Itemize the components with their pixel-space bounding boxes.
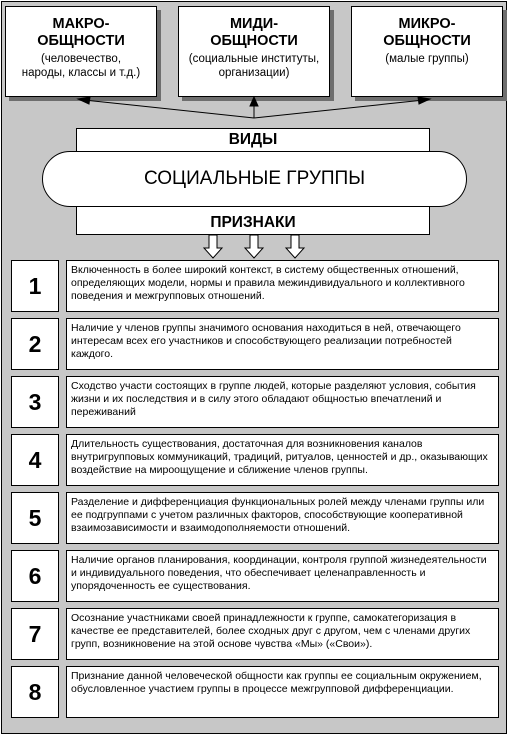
box-subtitle: народы, классы и т.д.) <box>21 66 141 79</box>
feature-row <box>11 434 499 486</box>
feature-row <box>11 550 499 602</box>
arrowhead <box>250 97 258 106</box>
feature-row <box>11 608 499 660</box>
feature-number: 5 <box>11 492 59 544</box>
feature-row <box>11 492 499 544</box>
feature-row <box>11 666 499 718</box>
down-arrow-icon <box>245 235 263 258</box>
feature-text: Осознание участниками своей принадлежности к группе, самокатегоризация в качестве ее представителей, более сходных друг с другом, чем с членами других групп, возникновение на этой основе чувства «Мы» («Свои»). <box>66 608 499 660</box>
feature-number: 8 <box>11 666 59 718</box>
down-arrow-icon <box>204 235 222 258</box>
feature-text: Наличие органов планирования, координации, контроля группой жизнедеятельности и индивидуального поведения, что обеспечивает целенаправленность и упорядоченность ее существования. <box>66 550 499 602</box>
feature-text: Длительность существования, достаточная для возникновения каналов внутригрупповых коммуникаций, традиций, ритуалов, ценностей и др., оказывающих воздействие на мироощущение и сближение членов группы. <box>66 434 499 486</box>
box-title: ОБЩНОСТИ <box>383 33 471 49</box>
feature-row <box>11 376 499 428</box>
features-label: ПРИЗНАКИ <box>210 214 296 231</box>
arrowhead <box>78 97 90 104</box>
box-subtitle: (социальные институты, <box>188 53 320 65</box>
box-title: ОБЩНОСТИ <box>37 33 125 49</box>
feature-number: 1 <box>11 260 59 312</box>
feature-number: 6 <box>11 550 59 602</box>
feature-number: 4 <box>11 434 59 486</box>
box-title: МАКРО- <box>52 16 110 32</box>
feature-text: Разделение и дифференциация функциональных ролей между членами группы или ее подгруппами с учетом различных факторов, способствующие кооперативной взаимозависимости и взаимодополняемости отношений. <box>66 492 499 544</box>
feature-text: Наличие у членов группы значимого основания находиться в ней, отвечающего интересам всех его участников и способствующего реализации потребностей каждого. <box>66 318 499 370</box>
social-groups-title <box>42 151 467 207</box>
feature-row <box>11 260 499 312</box>
feature-number: 2 <box>11 318 59 370</box>
down-arrow-icon <box>286 235 304 258</box>
feature-text: Сходство участи состоящих в группе людей, которые разделяют условия, события жизни и их последствия и в силу этого обладают общностью впечатлений и переживаний <box>66 376 499 428</box>
feature-number: 3 <box>11 376 59 428</box>
box-title: МИКРО- <box>398 16 456 32</box>
arrow-to-macro <box>84 100 254 118</box>
center-title: СОЦИАЛЬНЫЕ ГРУППЫ <box>143 168 366 189</box>
arrowhead <box>418 97 430 104</box>
feature-text: Включенность в более широкий контекст, в систему общественных отношений, определяющих модели, нормы и правила межиндивидуального и коллективного поведения и межгрупповых отношений. <box>66 260 499 312</box>
box-title: МИДИ- <box>229 16 279 32</box>
arrow-to-micro <box>254 100 424 118</box>
feature-text: Признание данной человеческой общности как группы ее социальным окружением, обусловленное участием группы в процессе межгрупповой дифференциации. <box>66 666 499 718</box>
box-title: ОБЩНОСТИ <box>210 33 298 49</box>
box-subtitle: (человечество, <box>40 53 122 65</box>
box-subtitle: (малые группы) <box>385 53 469 65</box>
feature-row <box>11 318 499 370</box>
box-subtitle: организации) <box>218 66 290 79</box>
feature-number: 7 <box>11 608 59 660</box>
types-label: ВИДЫ <box>228 131 278 148</box>
